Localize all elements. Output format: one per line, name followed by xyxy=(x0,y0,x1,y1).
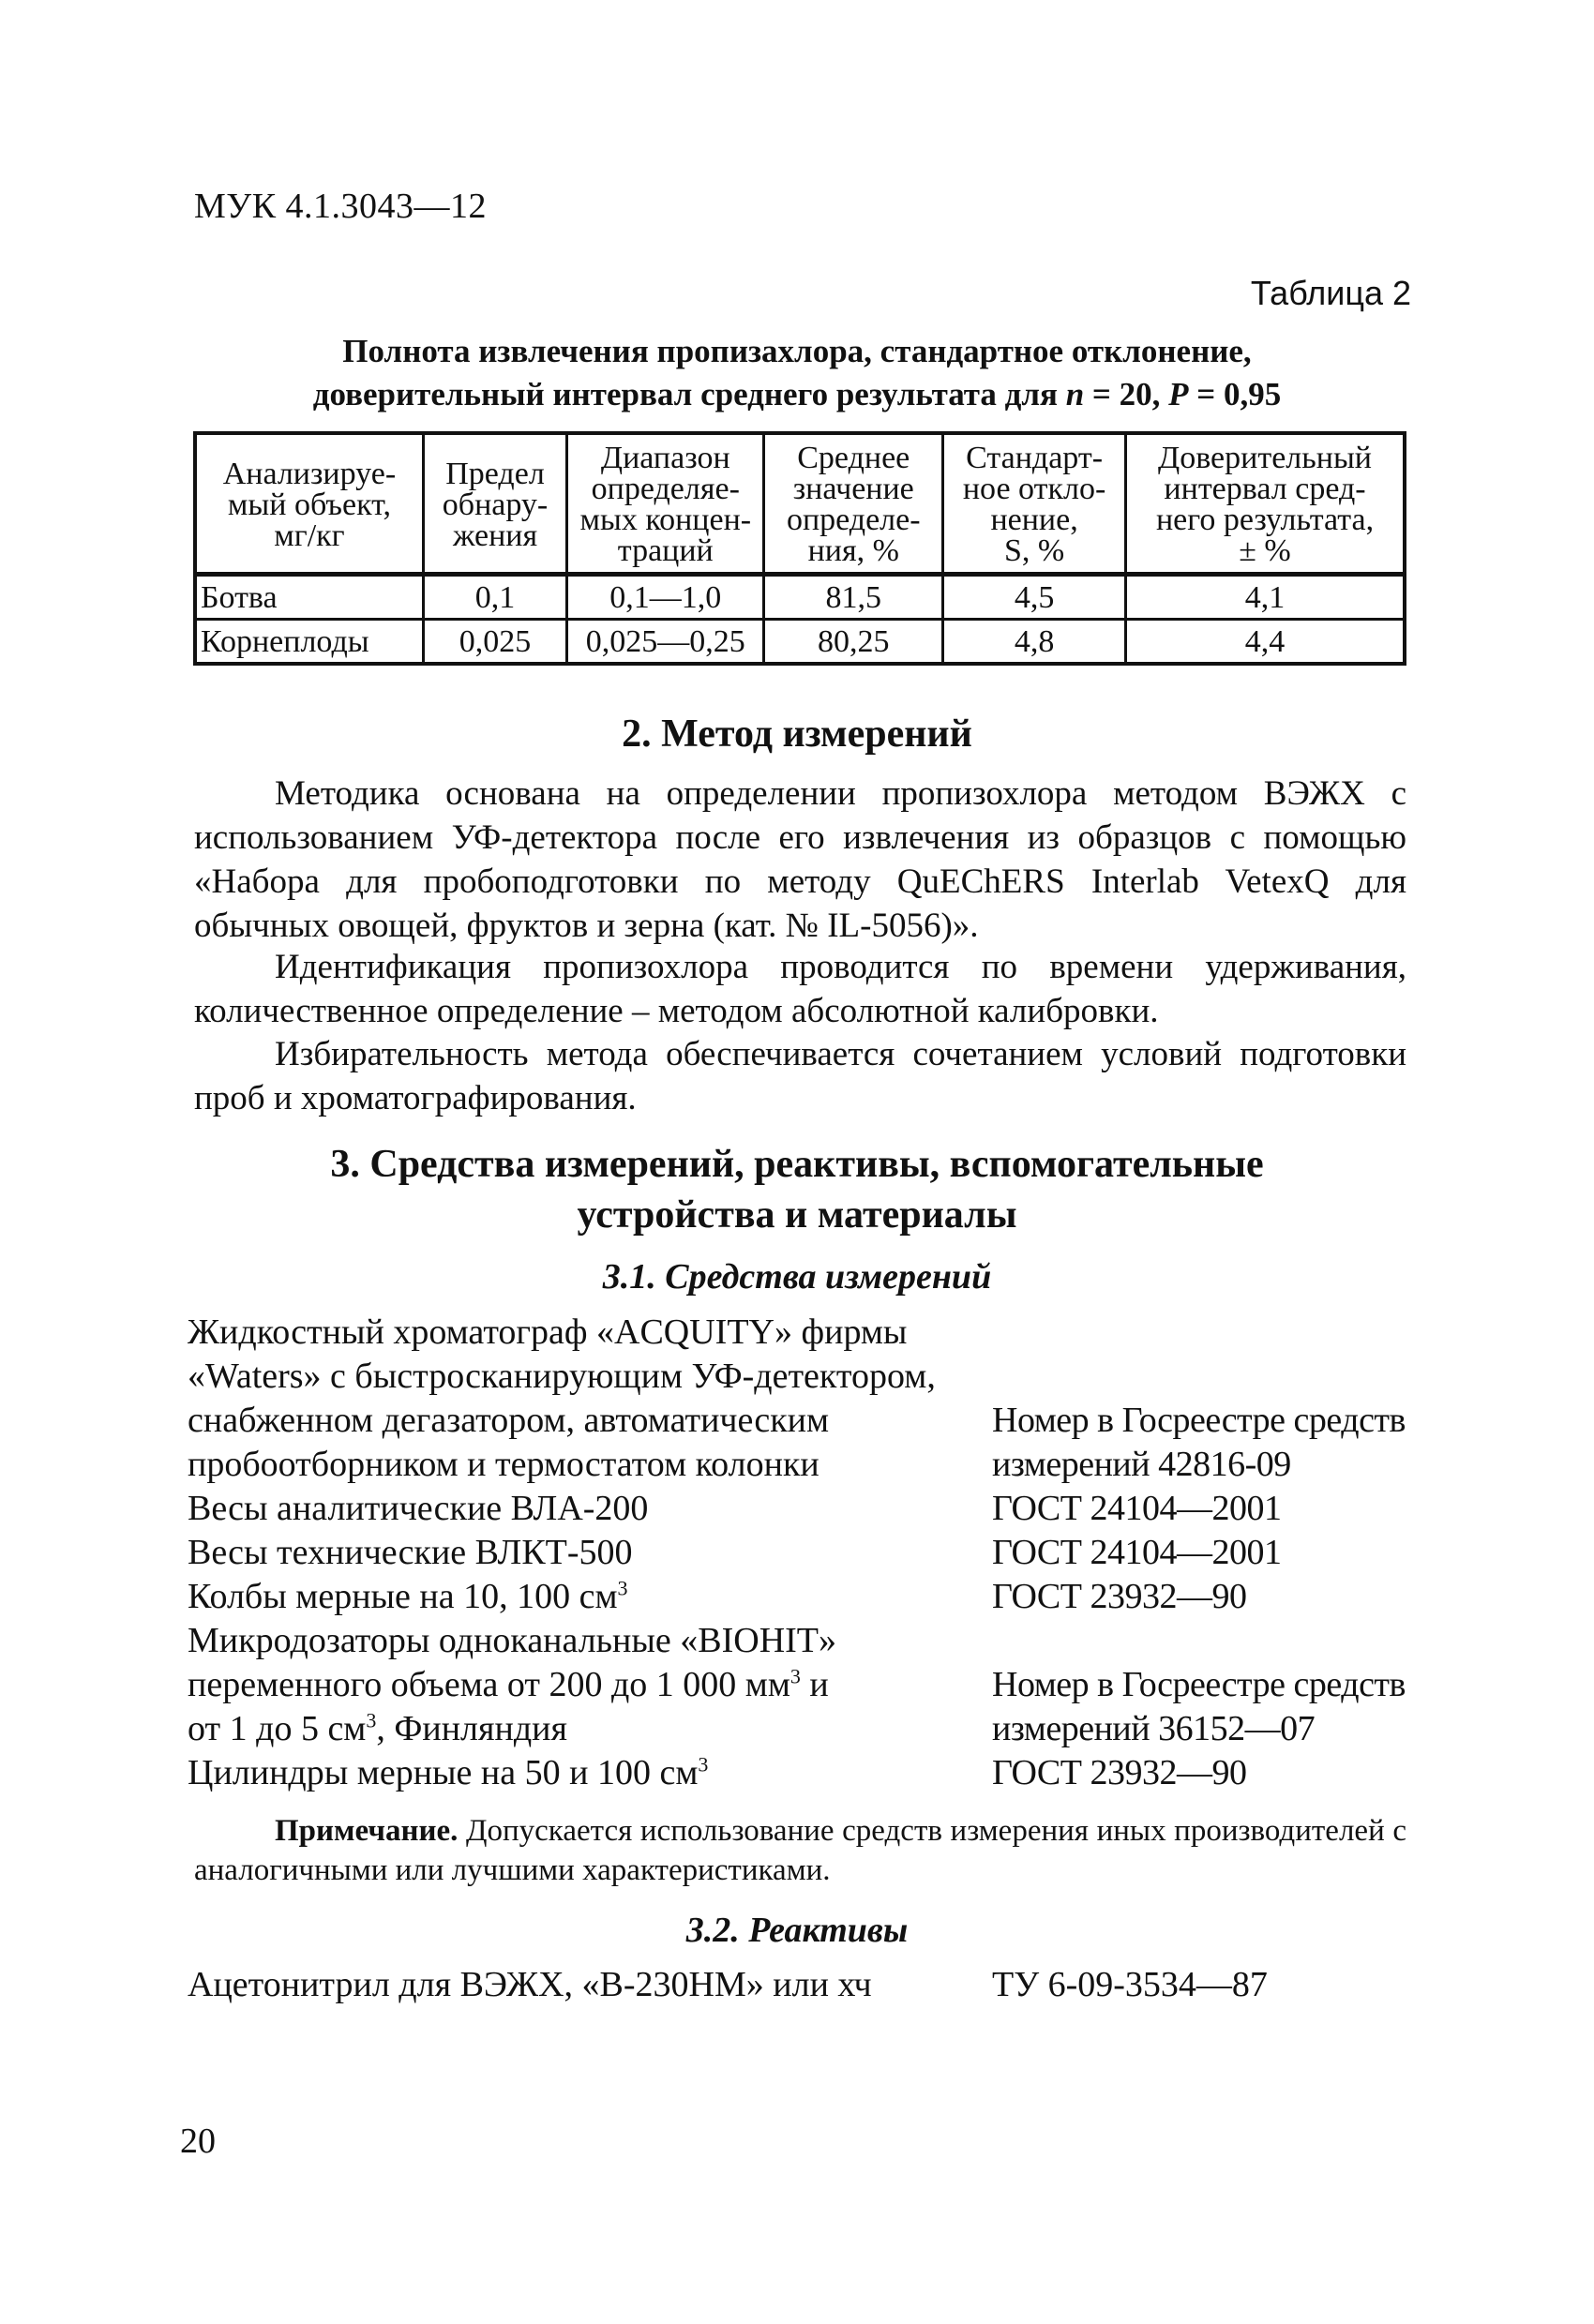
table-cell: 0,025—0,25 xyxy=(567,620,764,665)
equipment-line: Весы аналитические ВЛА-200 xyxy=(188,1489,649,1528)
table-cell: Корнеплоды xyxy=(195,620,423,665)
equipment-line: Весы технические ВЛКТ-500 xyxy=(188,1533,633,1572)
header-range: Диапазон определяе- мых концен- траций xyxy=(567,433,764,575)
section3-heading-line2: устройства и материалы xyxy=(577,1193,1017,1237)
section3-heading-line1: 3. Средства измерений, реактивы, вспомогательные xyxy=(330,1143,1264,1186)
section3-heading xyxy=(0,1139,1594,1240)
table-cell: 0,025 xyxy=(423,620,566,665)
equipment-line: снабженном дегазатором, автоматическим xyxy=(188,1401,830,1440)
table-row xyxy=(195,575,1405,620)
header-object: Анализируе- мый объект, мг/кг xyxy=(195,433,423,575)
standard-line: ГОСТ 24104—2001 xyxy=(992,1489,1282,1528)
reagent-name: Ацетонитрил для ВЭЖХ, «В-230НМ» или хч xyxy=(188,1965,872,2004)
subsection-3-1-heading: 3.1. Средства измерений xyxy=(602,1257,992,1297)
table-cell: 4,4 xyxy=(1126,620,1405,665)
registry-number-line: Номер в Госреестре средств xyxy=(992,1401,1406,1440)
reagent-standard: ТУ 6-09-3534—87 xyxy=(992,1965,1268,2004)
section2-paragraph-2: Идентификация пропизохлора проводится по времени удерживания, количественное определение – методом абсолютной калибровки. xyxy=(194,948,1406,1030)
table-title xyxy=(0,330,1594,416)
header-detection-limit: Предел обнару- жения xyxy=(423,433,566,575)
table-header-row xyxy=(195,433,1405,575)
equipment-line: переменного объема от 200 до 1 000 $мм^3$ и xyxy=(188,1664,829,1704)
table-cell: 80,25 xyxy=(764,620,943,665)
equipment-line: «Waters» с быстросканирующим УФ-детектором, xyxy=(188,1357,936,1396)
section2-paragraph-1: Методика основана на определении пропизохлора методом ВЭЖХ с использованием УФ-детектора после его извлечения из образцов с помощью «Набора для пробоподготовки по методу QuEChERS Interlab VetexQ для обычных овощей, фруктов и зерна (кат. № IL-5056)». xyxy=(194,774,1406,945)
equipment-line: от 1 до 5 $см^3$, Финляндия xyxy=(188,1708,567,1748)
equipment-line: пробоотборником и термостатом колонки xyxy=(188,1445,820,1484)
table-title-line2: доверительный интервал среднего результата для n = 20, P = 0,95 xyxy=(312,376,1282,412)
table-cell: 81,5 xyxy=(764,575,943,620)
table-cell: 0,1—1,0 xyxy=(567,575,764,620)
table-cell: 4,8 xyxy=(943,620,1126,665)
registry-number-line: измерений 42816-09 xyxy=(992,1445,1291,1484)
equipment-line: Микродозаторы одноканальные «BIOHIT» xyxy=(188,1621,836,1660)
registry-number-line: Номер в Госреестре средств xyxy=(992,1665,1406,1704)
standard-line: ГОСТ 23932—90 xyxy=(992,1577,1247,1616)
equipment-line: Колбы мерные на 10, 100 $см^3$ xyxy=(188,1576,628,1616)
table-cell: Ботва xyxy=(195,575,423,620)
standard-line: ГОСТ 24104—2001 xyxy=(992,1533,1282,1572)
extraction-table xyxy=(193,431,1406,666)
registry-number-line: измерений 36152—07 xyxy=(992,1709,1316,1748)
standard-line: ГОСТ 23932—90 xyxy=(992,1753,1247,1792)
equipment-line: Жидкостный хроматограф «ACQUITY» фирмы xyxy=(188,1312,908,1352)
header-std-dev: Стандарт- ное откло- нение, S, % xyxy=(943,433,1126,575)
table-cell: 4,1 xyxy=(1126,575,1405,620)
section2-paragraph-3: Избирательность метода обеспечивается сочетанием условий подготовки проб и хроматографирования. xyxy=(194,1035,1406,1117)
table-label: Таблица 2 xyxy=(1250,274,1411,312)
page-number: 20 xyxy=(180,2122,216,2161)
document-code: МУК 4.1.3043—12 xyxy=(194,187,488,226)
table-row xyxy=(195,620,1405,665)
table-title-line1: Полнота извлечения пропизахлора, стандартное отклонение, xyxy=(342,333,1252,369)
table-cell: 0,1 xyxy=(423,575,566,620)
equipment-line: Цилиндры мерные на 50 и 100 $см^3$ xyxy=(188,1752,709,1792)
header-confidence: Доверительный интервал сред- него результата, ± % xyxy=(1126,433,1405,575)
subsection-3-2-heading: 3.2. Реактивы xyxy=(685,1911,909,1950)
section2-heading: 2. Метод измерений xyxy=(622,712,972,756)
header-mean: Среднее значение определе- ния, % xyxy=(764,433,943,575)
table-cell: 4,5 xyxy=(943,575,1126,620)
note: Примечание. Допускается использование средств измерения иных производителей с аналогичными или лучшими характеристиками. xyxy=(194,1814,1406,1887)
